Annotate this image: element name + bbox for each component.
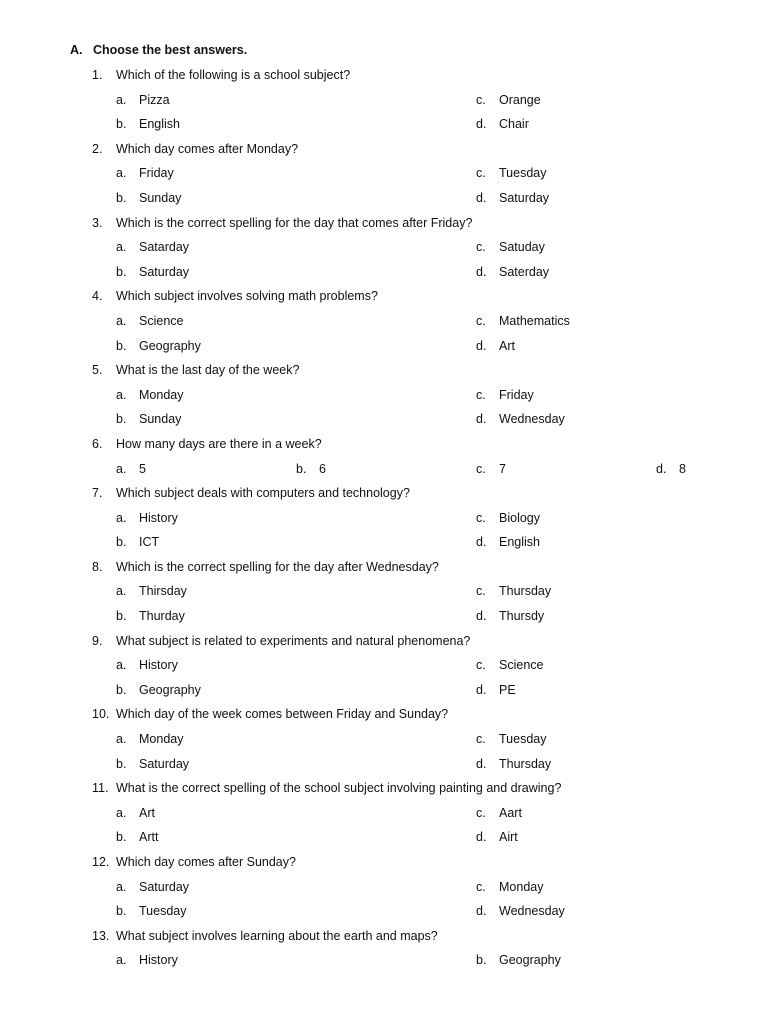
option-letter: d. xyxy=(476,830,487,845)
option-letter: b. xyxy=(116,682,127,697)
option-row xyxy=(0,264,768,289)
option-row xyxy=(0,756,768,781)
option-letter: c. xyxy=(476,240,486,255)
option-text: Art xyxy=(499,338,515,353)
question-item xyxy=(0,854,768,928)
answer-option xyxy=(476,338,515,355)
question-number: 4. xyxy=(92,289,103,304)
option-letter: d. xyxy=(476,412,487,427)
option-letter: b. xyxy=(116,904,127,919)
question-item xyxy=(0,67,768,141)
option-text: Airt xyxy=(499,830,518,845)
answer-option xyxy=(116,879,189,896)
question-item xyxy=(0,362,768,436)
question-stem xyxy=(0,67,768,92)
option-text: Geography xyxy=(499,953,561,968)
option-row xyxy=(0,805,768,830)
option-letter: d. xyxy=(476,756,487,771)
option-text: Thursday xyxy=(499,756,552,771)
option-row xyxy=(0,583,768,608)
answer-option xyxy=(116,239,189,256)
question-item xyxy=(0,485,768,559)
option-text: Aart xyxy=(499,805,522,820)
answer-option xyxy=(116,411,181,428)
option-text: Chair xyxy=(499,117,529,132)
answer-option xyxy=(476,387,534,404)
answer-option xyxy=(116,756,189,773)
option-text: Geography xyxy=(139,338,201,353)
question-number: 6. xyxy=(92,436,103,451)
answer-option xyxy=(116,657,178,674)
option-letter: b. xyxy=(296,461,307,476)
option-letter: c. xyxy=(476,387,486,402)
question-stem xyxy=(0,141,768,166)
question-text: Which day of the week comes between Friday and Sunday? xyxy=(116,707,449,722)
option-text: Saturday xyxy=(139,756,190,771)
option-letter: a. xyxy=(116,805,127,820)
answer-option xyxy=(116,92,170,109)
option-letter: d. xyxy=(476,190,487,205)
question-stem xyxy=(0,215,768,240)
question-item xyxy=(0,215,768,289)
option-text: Wednesday xyxy=(499,412,565,427)
question-item xyxy=(0,706,768,780)
answer-option xyxy=(476,313,570,330)
question-text: Which subject deals with computers and technology? xyxy=(116,486,410,501)
option-row xyxy=(0,534,768,559)
option-letter: d. xyxy=(656,461,667,476)
answer-option xyxy=(116,534,159,551)
option-letter: a. xyxy=(116,166,127,181)
question-number: 7. xyxy=(92,486,103,501)
option-letter: a. xyxy=(116,879,127,894)
option-letter: b. xyxy=(116,830,127,845)
answer-option xyxy=(116,387,183,404)
option-letter: b. xyxy=(116,264,127,279)
option-text: Pizza xyxy=(139,92,170,107)
answer-option xyxy=(476,510,540,527)
option-text: 7 xyxy=(499,461,506,476)
answer-option xyxy=(476,411,565,428)
option-letter: c. xyxy=(476,313,486,328)
option-row xyxy=(0,903,768,928)
option-row xyxy=(0,731,768,756)
option-letter: a. xyxy=(116,510,127,525)
question-text: Which of the following is a school subject? xyxy=(116,68,351,82)
question-number: 12. xyxy=(92,855,110,869)
option-text: Thursdy xyxy=(499,609,545,624)
option-text: Science xyxy=(139,313,184,328)
question-stem xyxy=(0,288,768,313)
option-letter: a. xyxy=(116,313,127,328)
option-letter: b. xyxy=(116,609,127,624)
question-text: Which is the correct spelling for the day after Wednesday? xyxy=(116,559,439,574)
option-text: Tuesday xyxy=(499,732,547,747)
option-text: Monday xyxy=(139,732,184,747)
option-row xyxy=(0,657,768,682)
answer-option xyxy=(116,264,189,281)
option-text: Biology xyxy=(499,510,540,525)
option-letter: b. xyxy=(476,953,487,968)
answer-option xyxy=(116,608,185,625)
answer-option xyxy=(116,829,158,846)
answer-option xyxy=(476,116,529,133)
option-letter: a. xyxy=(116,732,127,747)
option-text: Satuday xyxy=(499,240,545,255)
question-text: Which day comes after Sunday? xyxy=(116,855,296,869)
answer-option xyxy=(116,116,180,133)
option-letter: d. xyxy=(476,264,487,279)
question-item xyxy=(0,633,768,707)
option-text: Saterday xyxy=(499,264,550,279)
option-letter: b. xyxy=(116,190,127,205)
option-text: History xyxy=(139,658,178,673)
answer-option xyxy=(476,461,506,478)
answer-option xyxy=(476,92,541,109)
answer-option xyxy=(116,731,183,748)
question-number: 13. xyxy=(92,928,110,943)
option-letter: b. xyxy=(116,412,127,427)
question-number: 9. xyxy=(92,633,103,648)
option-text: 8 xyxy=(679,461,686,476)
option-letter: d. xyxy=(476,535,487,550)
option-text: Thurday xyxy=(139,609,185,624)
question-stem xyxy=(0,436,768,461)
option-text: Artt xyxy=(139,830,159,845)
question-number: 5. xyxy=(92,363,103,378)
option-text: Art xyxy=(139,805,155,820)
option-letter: d. xyxy=(476,904,487,919)
option-letter: c. xyxy=(476,879,486,894)
option-letter: b. xyxy=(116,338,127,353)
option-letter: c. xyxy=(476,92,486,107)
answer-option xyxy=(476,239,545,256)
option-letter: a. xyxy=(116,584,127,599)
option-text: Tuesday xyxy=(139,904,187,919)
question-text: How many days are there in a week? xyxy=(116,436,322,451)
answer-option xyxy=(656,461,686,478)
answer-option xyxy=(296,461,326,478)
option-text: Wednesday xyxy=(499,904,565,919)
question-item xyxy=(0,141,768,215)
answer-option xyxy=(116,805,155,822)
section-letter: A. xyxy=(70,43,83,57)
answer-option xyxy=(476,879,543,896)
option-text: English xyxy=(139,117,180,132)
option-text: Science xyxy=(499,658,544,673)
option-letter: a. xyxy=(116,953,127,968)
option-row xyxy=(0,338,768,363)
option-letter: d. xyxy=(476,338,487,353)
option-text: 6 xyxy=(319,461,326,476)
option-text: English xyxy=(499,535,540,550)
question-text: Which is the correct spelling for the day that comes after Friday? xyxy=(116,215,473,230)
question-item xyxy=(0,559,768,633)
option-text: Sunday xyxy=(139,412,182,427)
option-text: Friday xyxy=(139,166,174,181)
option-text: Saturday xyxy=(139,264,190,279)
option-row xyxy=(0,313,768,338)
question-number: 2. xyxy=(92,141,103,156)
question-stem xyxy=(0,633,768,658)
option-row xyxy=(0,190,768,215)
question-stem xyxy=(0,362,768,387)
question-number: 10. xyxy=(92,707,110,722)
answer-option xyxy=(476,534,540,551)
option-letter: b. xyxy=(116,535,127,550)
option-letter: a. xyxy=(116,387,127,402)
question-stem xyxy=(0,485,768,510)
option-letter: c. xyxy=(476,584,486,599)
option-letter: c. xyxy=(476,166,486,181)
option-text: Thursday xyxy=(499,584,552,599)
option-row xyxy=(0,510,768,535)
option-text: Friday xyxy=(499,387,534,402)
option-letter: d. xyxy=(476,682,487,697)
answer-option xyxy=(476,682,516,699)
option-row xyxy=(0,239,768,264)
option-row xyxy=(0,387,768,412)
question-stem xyxy=(0,854,768,879)
question-text: What subject involves learning about the earth and maps? xyxy=(116,928,438,943)
question-stem xyxy=(0,706,768,731)
option-text: Thirsday xyxy=(139,584,187,599)
answer-option xyxy=(116,682,201,699)
question-item xyxy=(0,288,768,362)
answer-option xyxy=(116,903,186,920)
answer-option xyxy=(476,829,518,846)
option-letter: c. xyxy=(476,461,486,476)
option-text: Monday xyxy=(499,879,544,894)
question-text: Which subject involves solving math problems? xyxy=(116,289,378,304)
option-row xyxy=(0,829,768,854)
question-item xyxy=(0,780,768,854)
option-text: Tuesday xyxy=(499,166,547,181)
option-letter: b. xyxy=(116,117,127,132)
answer-option xyxy=(476,952,561,969)
answer-option xyxy=(116,461,146,478)
question-number: 8. xyxy=(92,559,103,574)
answer-option xyxy=(476,608,544,625)
answer-option xyxy=(116,338,201,355)
option-row xyxy=(0,411,768,436)
section-title: Choose the best answers. xyxy=(93,43,248,57)
option-text: History xyxy=(139,510,178,525)
option-letter: a. xyxy=(116,461,127,476)
option-text: Monday xyxy=(139,387,184,402)
question-text: What is the correct spelling of the school subject involving painting and drawing? xyxy=(116,781,562,796)
option-row xyxy=(0,461,768,486)
option-text: Geography xyxy=(139,682,201,697)
option-row xyxy=(0,608,768,633)
question-stem xyxy=(0,780,768,805)
question-list xyxy=(0,67,768,977)
question-number: 1. xyxy=(92,68,103,82)
option-text: 5 xyxy=(139,461,146,476)
option-text: History xyxy=(139,953,178,968)
answer-option xyxy=(476,805,522,822)
answer-option xyxy=(476,165,546,182)
option-letter: c. xyxy=(476,658,486,673)
option-row xyxy=(0,682,768,707)
option-letter: c. xyxy=(476,805,486,820)
answer-option xyxy=(476,264,549,281)
option-text: Sunday xyxy=(139,190,182,205)
question-item xyxy=(0,928,768,977)
answer-option xyxy=(116,165,174,182)
question-text: Which day comes after Monday? xyxy=(116,141,299,156)
question-item xyxy=(0,436,768,485)
answer-option xyxy=(476,657,543,674)
option-text: Saturday xyxy=(139,879,190,894)
answer-option xyxy=(476,731,546,748)
option-text: Saturday xyxy=(499,190,550,205)
option-letter: c. xyxy=(476,732,486,747)
answer-option xyxy=(476,756,551,773)
answer-option xyxy=(116,313,183,330)
option-row xyxy=(0,879,768,904)
option-letter: b. xyxy=(116,756,127,771)
option-row xyxy=(0,952,768,977)
section-heading xyxy=(70,43,247,57)
answer-option xyxy=(476,190,549,207)
option-row xyxy=(0,92,768,117)
option-row xyxy=(0,165,768,190)
question-stem xyxy=(0,928,768,953)
answer-option xyxy=(116,952,178,969)
option-letter: c. xyxy=(476,510,486,525)
question-stem xyxy=(0,559,768,584)
question-text: What is the last day of the week? xyxy=(116,363,300,378)
option-letter: a. xyxy=(116,92,127,107)
option-letter: d. xyxy=(476,117,487,132)
option-text: ICT xyxy=(139,535,160,550)
answer-option xyxy=(476,583,551,600)
answer-option xyxy=(116,583,187,600)
option-row xyxy=(0,116,768,141)
question-number: 11. xyxy=(92,781,109,796)
question-number: 3. xyxy=(92,215,103,230)
option-text: Satarday xyxy=(139,240,190,255)
option-text: Orange xyxy=(499,92,541,107)
option-text: PE xyxy=(499,682,516,697)
answer-option xyxy=(116,510,178,527)
answer-option xyxy=(476,903,565,920)
answer-option xyxy=(116,190,181,207)
option-letter: a. xyxy=(116,658,127,673)
option-text: Mathematics xyxy=(499,313,570,328)
question-text: What subject is related to experiments and natural phenomena? xyxy=(116,633,471,648)
option-letter: a. xyxy=(116,240,127,255)
option-letter: d. xyxy=(476,609,487,624)
